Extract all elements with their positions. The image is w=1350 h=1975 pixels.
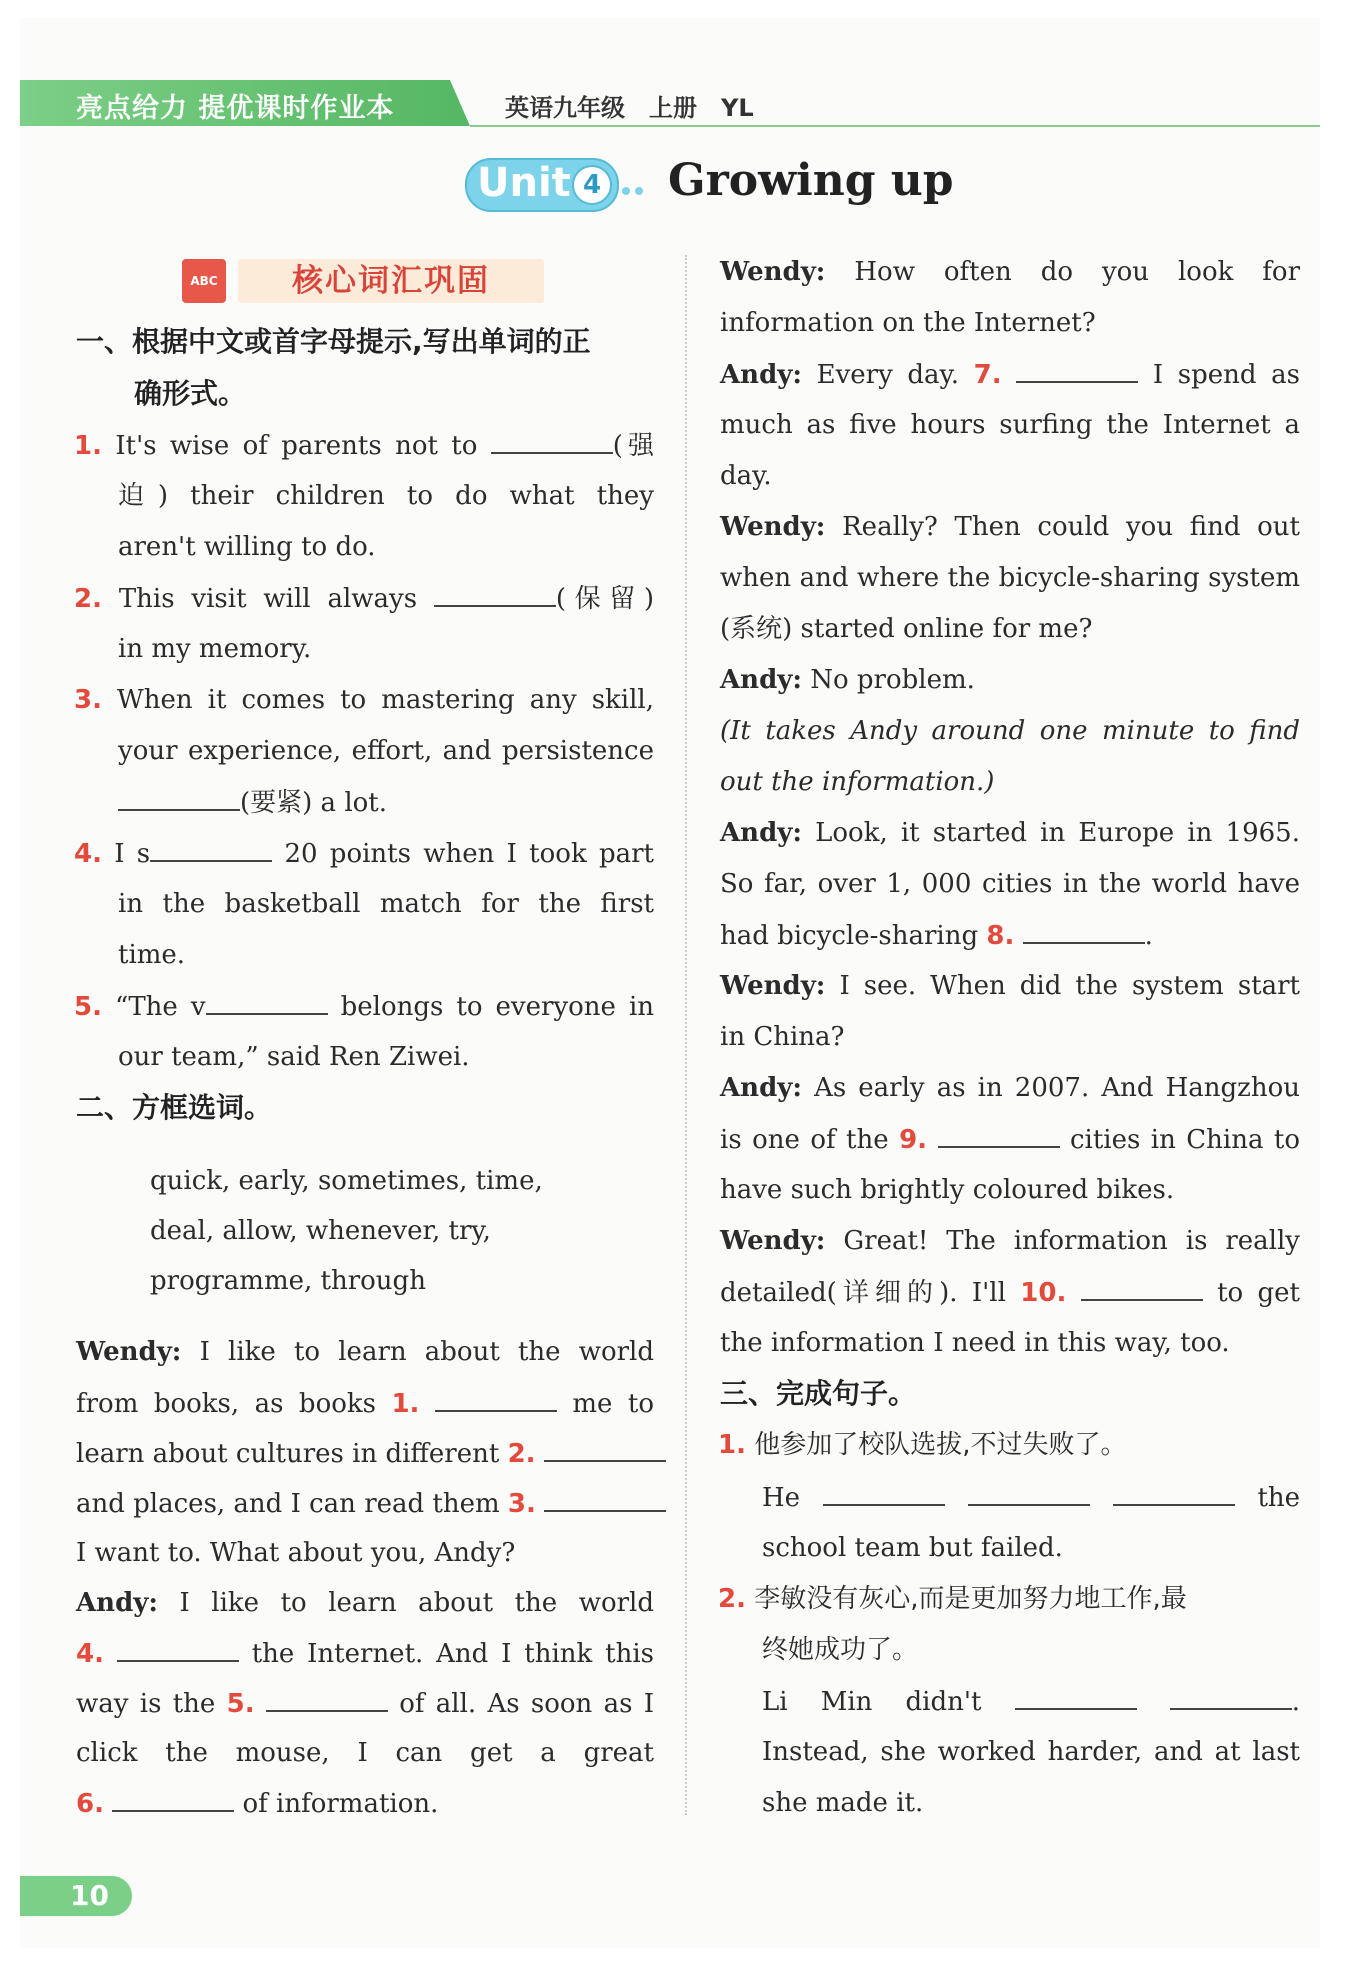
word-bank-line: deal, allow, whenever, try,	[150, 1216, 491, 1246]
answer-blank[interactable]	[117, 1636, 239, 1662]
section-label: 核心词汇巩固	[238, 259, 544, 303]
question-text: she made it.	[762, 1788, 924, 1818]
dialogue-line: when and where the bicycle-sharing system	[720, 563, 1300, 593]
answer-blank[interactable]	[544, 1436, 666, 1462]
dialogue-line: information on the Internet?	[720, 308, 1096, 338]
answer-blank[interactable]	[150, 836, 272, 862]
dialogue-line: much as five hours surfing the Internet a	[720, 410, 1300, 440]
dots-decoration	[622, 180, 648, 199]
question-text: time.	[118, 940, 186, 970]
question-item: 1. 他参加了校队选拔,不过失败了。	[718, 1430, 1127, 1460]
question-text: your experience, effort, and persistence	[118, 736, 654, 766]
question-text: in my memory.	[118, 634, 312, 664]
part3-heading: 三、完成句子。	[720, 1377, 917, 1410]
dialogue-line: the information I need in this way, too.	[720, 1328, 1230, 1358]
dialogue-line: detailed(详细的). I'll 10. to get	[720, 1275, 1300, 1310]
header-rule	[470, 125, 1320, 127]
question-text: 终她成功了。	[762, 1635, 919, 1665]
dialogue-line: Wendy: Really? Then could you find out	[720, 512, 1301, 542]
dialogue-line: Andy: No problem.	[720, 665, 975, 695]
question-item: He the	[762, 1480, 1300, 1515]
question-number: 1.	[74, 431, 102, 461]
dialogue-line: learn about cultures in different 2.	[76, 1436, 654, 1471]
question-item: (要紧) a lot.	[118, 785, 387, 820]
answer-blank[interactable]	[1081, 1275, 1203, 1301]
part1-heading: 确形式。	[134, 377, 247, 410]
dialogue-line: had bicycle-sharing 8. .	[720, 918, 1153, 953]
dialogue-line: Andy: Every day. 7. I spend as	[720, 357, 1300, 392]
dialogue-line: day.	[720, 461, 772, 491]
answer-blank[interactable]	[1170, 1684, 1292, 1710]
dialogue-line: I want to. What about you, Andy?	[76, 1538, 516, 1568]
unit-word: Unit	[477, 160, 571, 206]
answer-blank[interactable]	[823, 1480, 945, 1506]
page-number: 10	[70, 1879, 109, 1912]
question-text: school team but failed.	[762, 1533, 1063, 1563]
question-item: 4. I s 20 points when I took part	[74, 836, 654, 871]
column-divider	[685, 255, 687, 1815]
question-item: 5. “The v belongs to everyone in	[74, 989, 654, 1024]
answer-blank[interactable]	[491, 428, 613, 454]
dialogue-line: Wendy: I see. When did the system start	[720, 971, 1300, 1001]
answer-blank[interactable]	[544, 1486, 666, 1512]
dialogue-line: Andy: I like to learn about the world	[76, 1588, 655, 1618]
dialogue-line: is one of the 9. cities in China to	[720, 1122, 1300, 1157]
question-item: 2. 李敏没有灰心,而是更加努力地工作,最	[718, 1584, 1187, 1614]
question-text: our team,” said Ren Ziwei.	[118, 1042, 470, 1072]
answer-blank[interactable]	[435, 1386, 557, 1412]
part1-heading: 一、根据中文或首字母提示,写出单词的正	[76, 325, 591, 358]
question-item: 3. When it comes to mastering any skill,	[74, 685, 654, 715]
question-item: 1. It's wise of parents not to (强	[74, 428, 654, 463]
word-bank-line: programme, through	[150, 1266, 426, 1296]
question-item: Li Min didn't .	[762, 1684, 1300, 1719]
dialogue-line: 4. the Internet. And I think this	[76, 1636, 654, 1671]
answer-blank[interactable]	[266, 1686, 388, 1712]
dialogue-line: Wendy: How often do you look for	[720, 257, 1301, 287]
dialogue-line: Andy: As early as in 2007. And Hangzhou	[720, 1073, 1301, 1103]
word-bank-line: quick, early, sometimes, time,	[150, 1166, 543, 1196]
answer-blank[interactable]	[434, 581, 556, 607]
unit-number: 4	[572, 165, 612, 205]
dialogue-line: (系统) started online for me?	[720, 614, 1093, 644]
dialogue-line: have such brightly coloured bikes.	[720, 1175, 1175, 1205]
dialogue-line: from books, as books 1. me to	[76, 1386, 654, 1421]
dialogue-line: in China?	[720, 1022, 845, 1052]
abc-book-icon: ABC	[182, 259, 226, 303]
answer-blank[interactable]	[938, 1122, 1060, 1148]
question-text: in the basketball match for the first	[118, 889, 654, 919]
question-text: Instead, she worked harder, and at last	[762, 1737, 1300, 1767]
answer-blank[interactable]	[1016, 357, 1138, 383]
question-text: aren't willing to do.	[118, 532, 376, 562]
answer-blank[interactable]	[112, 1786, 234, 1812]
part2-heading: 二、方框选词。	[76, 1091, 273, 1124]
stage-direction: (It takes Andy around one minute to find	[720, 716, 1300, 746]
answer-blank[interactable]	[118, 785, 240, 811]
dialogue-line: and places, and I can read them 3.	[76, 1486, 654, 1521]
page-title: Growing up	[668, 155, 954, 206]
question-text: 迫) their children to do what they	[118, 481, 654, 511]
dialogue-line: Andy: Look, it started in Europe in 1965.	[720, 818, 1300, 848]
stage-direction: out the information.)	[720, 767, 995, 797]
dialogue-line: way is the 5. of all. As soon as I	[76, 1686, 654, 1721]
dialogue-line: 6. of information.	[76, 1786, 438, 1821]
dialogue-line: click the mouse, I can get a great	[76, 1738, 654, 1768]
dialogue-line: Wendy: Great! The information is really	[720, 1226, 1300, 1256]
question-item: 2. This visit will always (保留)	[74, 581, 654, 616]
answer-blank[interactable]	[968, 1480, 1090, 1506]
answer-blank[interactable]	[1113, 1480, 1235, 1506]
answer-blank[interactable]	[1023, 918, 1145, 944]
series-title: 亮点给力 提优课时作业本	[76, 93, 395, 124]
answer-blank[interactable]	[206, 989, 328, 1015]
answer-blank[interactable]	[1015, 1684, 1137, 1710]
subject-label: 英语九年级 上册 YL	[505, 94, 754, 122]
dialogue-line: Wendy: I like to learn about the world	[76, 1337, 654, 1367]
dialogue-line: So far, over 1, 000 cities in the world have	[720, 869, 1300, 899]
